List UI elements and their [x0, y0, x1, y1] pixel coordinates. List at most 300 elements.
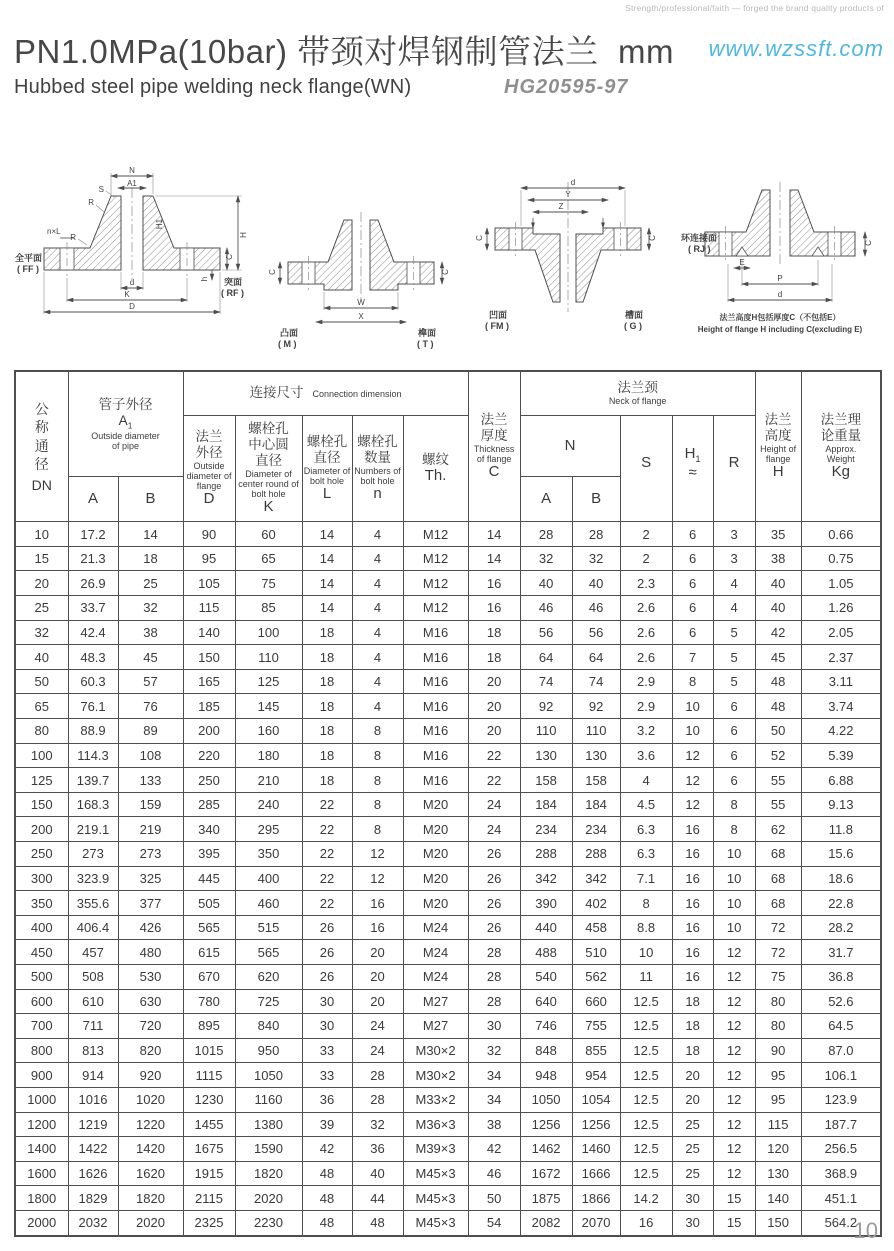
- table-cell: 1455: [183, 1112, 235, 1137]
- table-cell: 105: [183, 571, 235, 596]
- table-cell: 234: [520, 817, 572, 842]
- table-cell: 4: [713, 596, 755, 621]
- table-cell: 8: [713, 792, 755, 817]
- table-cell: 950: [235, 1038, 302, 1063]
- table-cell: 24: [468, 792, 520, 817]
- table-cell: 3.74: [801, 694, 881, 719]
- table-cell: 488: [520, 940, 572, 965]
- table-cell: M16: [403, 694, 468, 719]
- table-cell: 6: [672, 571, 713, 596]
- table-cell: 4: [352, 620, 403, 645]
- table-cell: 256.5: [801, 1137, 881, 1162]
- table-cell: 16: [672, 842, 713, 867]
- table-row: [15, 571, 881, 596]
- table-cell: 16: [468, 596, 520, 621]
- table-cell: 150: [15, 792, 68, 817]
- table-cell: 48: [755, 669, 801, 694]
- table-cell: 16: [672, 817, 713, 842]
- table-cell: 12.5: [620, 1063, 672, 1088]
- page-number: 10: [853, 1218, 878, 1243]
- dim-label-N: N: [129, 166, 135, 175]
- table-cell: 1400: [15, 1137, 68, 1162]
- table-cell: M12: [403, 522, 468, 547]
- table-cell: 62: [755, 817, 801, 842]
- dim-label-C-left: C: [475, 235, 484, 241]
- table-cell: 813: [68, 1038, 118, 1063]
- table-cell: 28: [352, 1087, 403, 1112]
- table-cell: 508: [68, 964, 118, 989]
- table-cell: 12: [713, 1161, 755, 1186]
- table-cell: 40: [572, 571, 620, 596]
- dim-label-nxL: n×L: [47, 227, 61, 236]
- table-cell: 14: [302, 571, 352, 596]
- table-cell: 30: [468, 1014, 520, 1039]
- page-title: PN1.0MPa(10bar) 带颈对焊钢制管法兰 mm: [14, 33, 674, 70]
- table-cell: 600: [15, 989, 68, 1014]
- table-cell: 2.6: [620, 596, 672, 621]
- table-cell: 22: [302, 842, 352, 867]
- table-cell: 72: [755, 940, 801, 965]
- col-header-height: 法兰高度 Height of flange H: [755, 371, 801, 522]
- table-cell: 74: [520, 669, 572, 694]
- face-label-ff-code: ( FF ): [17, 264, 39, 274]
- table-cell: 20: [468, 719, 520, 744]
- table-cell: 26: [468, 866, 520, 891]
- col-header-thread: 螺纹 Th.: [403, 415, 468, 522]
- table-cell: 12: [713, 1038, 755, 1063]
- table-cell: 158: [572, 768, 620, 793]
- table-cell: 480: [118, 940, 183, 965]
- table-cell: 12.5: [620, 1137, 672, 1162]
- table-cell: 16: [468, 571, 520, 596]
- table-cell: 22: [302, 891, 352, 916]
- col-header-R: R: [713, 415, 755, 522]
- table-cell: 562: [572, 964, 620, 989]
- table-cell: 2.6: [620, 620, 672, 645]
- table-cell: 25: [118, 571, 183, 596]
- table-cell: 4: [713, 571, 755, 596]
- table-cell: 5: [713, 645, 755, 670]
- table-cell: 250: [15, 842, 68, 867]
- table-cell: 184: [572, 792, 620, 817]
- spec-table: [14, 370, 882, 1237]
- table-cell: 640: [520, 989, 572, 1014]
- table-cell: 4: [352, 669, 403, 694]
- table-cell: 18: [302, 768, 352, 793]
- table-cell: 55: [755, 792, 801, 817]
- table-cell: 40: [755, 596, 801, 621]
- face-label-m-code: ( M ): [278, 339, 297, 349]
- table-row: [15, 1210, 881, 1235]
- table-cell: 2032: [68, 1210, 118, 1235]
- table-cell: 20: [352, 964, 403, 989]
- table-cell: 17.2: [68, 522, 118, 547]
- table-cell: 457: [68, 940, 118, 965]
- table-cell: 150: [183, 645, 235, 670]
- col-header-weight: 法兰理论重量 Approx. Weight Kg: [801, 371, 881, 522]
- table-cell: 12: [713, 1112, 755, 1137]
- table-cell: 12.5: [620, 1038, 672, 1063]
- table-row: [15, 915, 881, 940]
- table-cell: 820: [118, 1038, 183, 1063]
- table-cell: 18: [118, 546, 183, 571]
- table-cell: 7: [672, 645, 713, 670]
- table-cell: 1.05: [801, 571, 881, 596]
- table-cell: 8: [352, 743, 403, 768]
- table-cell: 125: [15, 768, 68, 793]
- table-cell: 954: [572, 1063, 620, 1088]
- table-cell: M20: [403, 842, 468, 867]
- table-cell: M20: [403, 891, 468, 916]
- table-cell: 42: [302, 1137, 352, 1162]
- table-cell: 3.2: [620, 719, 672, 744]
- table-cell: 12: [713, 989, 755, 1014]
- table-cell: 12: [713, 1014, 755, 1039]
- table-cell: M12: [403, 596, 468, 621]
- table-cell: 64: [520, 645, 572, 670]
- table-cell: 402: [572, 891, 620, 916]
- table-cell: 26: [468, 915, 520, 940]
- table-cell: 150: [755, 1210, 801, 1235]
- table-cell: 219: [118, 817, 183, 842]
- table-cell: 2020: [118, 1210, 183, 1235]
- table-cell: 34: [468, 1063, 520, 1088]
- table-row: [15, 891, 881, 916]
- table-cell: 12: [352, 866, 403, 891]
- table-row: [15, 1014, 881, 1039]
- face-label-fm-cn: 凹面: [489, 310, 508, 320]
- table-cell: 6: [713, 694, 755, 719]
- table-cell: M45×3: [403, 1161, 468, 1186]
- table-cell: 20: [672, 1063, 713, 1088]
- table-cell: 12: [352, 842, 403, 867]
- table-cell: 4.5: [620, 792, 672, 817]
- table-header: [15, 371, 881, 522]
- table-cell: 18: [468, 645, 520, 670]
- dim-label-R2: R: [70, 233, 76, 242]
- table-cell: 11: [620, 964, 672, 989]
- table-cell: 18: [672, 1014, 713, 1039]
- group-header-neck: 法兰颈 Neck of flange: [520, 371, 755, 415]
- table-cell: 22: [302, 817, 352, 842]
- table-cell: 48: [352, 1210, 403, 1235]
- table-cell: 530: [118, 964, 183, 989]
- table-cell: 14: [302, 596, 352, 621]
- table-cell: M12: [403, 571, 468, 596]
- table-cell: 75: [755, 964, 801, 989]
- table-cell: 35: [755, 522, 801, 547]
- table-cell: 28: [468, 940, 520, 965]
- col-header-B: B: [118, 476, 183, 521]
- table-row: [15, 669, 881, 694]
- table-cell: 32: [352, 1112, 403, 1137]
- table-cell: 12: [672, 743, 713, 768]
- table-cell: 8: [672, 669, 713, 694]
- table-cell: 8.8: [620, 915, 672, 940]
- table-cell: 406.4: [68, 915, 118, 940]
- dim-label-d: d: [129, 278, 135, 287]
- diagram-ff-rf: [14, 164, 249, 324]
- table-cell: 14.2: [620, 1186, 672, 1211]
- table-cell: 38: [118, 620, 183, 645]
- table-cell: 377: [118, 891, 183, 916]
- table-cell: 145: [235, 694, 302, 719]
- table-row: [15, 768, 881, 793]
- table-cell: 4: [620, 768, 672, 793]
- dim-label-C: C: [225, 254, 234, 260]
- table-cell: 12: [713, 940, 755, 965]
- table-cell: 700: [15, 1014, 68, 1039]
- table-cell: 26: [468, 891, 520, 916]
- table-cell: 28: [468, 989, 520, 1014]
- table-cell: 1115: [183, 1063, 235, 1088]
- table-cell: 32: [520, 546, 572, 571]
- table-cell: 16: [672, 940, 713, 965]
- table-cell: 106.1: [801, 1063, 881, 1088]
- table-cell: M20: [403, 866, 468, 891]
- table-cell: 12: [713, 1137, 755, 1162]
- table-cell: 14: [302, 522, 352, 547]
- table-cell: 2.9: [620, 669, 672, 694]
- table-cell: 12.5: [620, 1087, 672, 1112]
- table-cell: 1256: [572, 1112, 620, 1137]
- table-cell: 26.9: [68, 571, 118, 596]
- table-cell: 22: [302, 792, 352, 817]
- table-cell: 125: [235, 669, 302, 694]
- table-cell: 25: [672, 1137, 713, 1162]
- table-cell: 210: [235, 768, 302, 793]
- table-cell: M16: [403, 669, 468, 694]
- table-cell: 184: [520, 792, 572, 817]
- table-cell: 14: [468, 546, 520, 571]
- dim-label-d: d: [777, 290, 783, 299]
- table-cell: M20: [403, 817, 468, 842]
- table-cell: 88.9: [68, 719, 118, 744]
- table-cell: 900: [15, 1063, 68, 1088]
- table-cell: 1672: [520, 1161, 572, 1186]
- table-row: [15, 596, 881, 621]
- table-cell: 1020: [118, 1087, 183, 1112]
- table-cell: 64.5: [801, 1014, 881, 1039]
- col-header-n: 螺栓孔数量 Numbers of bolt hole n: [352, 415, 403, 522]
- table-cell: 33: [302, 1063, 352, 1088]
- diagram-note-cn: 法兰高度H包括厚度C（不包括E）: [719, 313, 841, 322]
- dim-label-Y: Y: [565, 190, 571, 199]
- dim-label-E: E: [739, 258, 745, 267]
- table-cell: 1600: [15, 1161, 68, 1186]
- table-cell: 130: [572, 743, 620, 768]
- table-cell: 12: [672, 792, 713, 817]
- col-header-thickness: 法兰厚度 Thickness of flange C: [468, 371, 520, 522]
- col-header-dn-code: DN: [31, 477, 52, 494]
- brand-tagline: Strength/professional/faith — forged the brand quality products of: [625, 3, 884, 13]
- table-row: [15, 719, 881, 744]
- table-cell: 110: [572, 719, 620, 744]
- table-cell: 55: [755, 768, 801, 793]
- table-cell: 390: [520, 891, 572, 916]
- table-row: [15, 522, 881, 547]
- table-cell: 1800: [15, 1186, 68, 1211]
- face-label-rj-cn: 环连接面: [681, 233, 718, 243]
- table-cell: 30: [672, 1210, 713, 1235]
- table-cell: 130: [520, 743, 572, 768]
- face-label-t-code: ( T ): [417, 339, 434, 349]
- table-cell: 18: [302, 719, 352, 744]
- table-cell: 1875: [520, 1186, 572, 1211]
- group-header-pipe-od: 管子外径 $A_1$ Outside diameter of pipe: [68, 371, 183, 476]
- dim-label-C-left: C: [268, 269, 277, 275]
- table-cell: 50: [15, 669, 68, 694]
- table-cell: 2: [620, 546, 672, 571]
- table-cell: 14: [302, 546, 352, 571]
- table-cell: 32: [468, 1038, 520, 1063]
- table-cell: 755: [572, 1014, 620, 1039]
- table-cell: 323.9: [68, 866, 118, 891]
- table-cell: 746: [520, 1014, 572, 1039]
- table-cell: 46: [468, 1161, 520, 1186]
- table-cell: 5.39: [801, 743, 881, 768]
- dim-label-C-right: C: [441, 269, 450, 275]
- table-cell: 42.4: [68, 620, 118, 645]
- col-header-A: A: [68, 476, 118, 521]
- table-cell: 8: [620, 891, 672, 916]
- table-cell: 288: [520, 842, 572, 867]
- table-cell: 4: [352, 596, 403, 621]
- table-cell: M27: [403, 989, 468, 1014]
- table-cell: 40: [15, 645, 68, 670]
- table-cell: 295: [235, 817, 302, 842]
- table-cell: 12: [713, 964, 755, 989]
- table-cell: M36×3: [403, 1112, 468, 1137]
- table-cell: 342: [572, 866, 620, 891]
- table-cell: 60: [235, 522, 302, 547]
- table-cell: M24: [403, 915, 468, 940]
- table-cell: 500: [15, 964, 68, 989]
- table-cell: 4.22: [801, 719, 881, 744]
- standard-number: HG20595-97: [504, 76, 629, 98]
- table-cell: M30×2: [403, 1038, 468, 1063]
- table-cell: 8: [352, 719, 403, 744]
- table-cell: 25: [15, 596, 68, 621]
- face-label-fm-code: ( FM ): [485, 321, 509, 331]
- table-cell: 40: [755, 571, 801, 596]
- diagram-rj: [680, 168, 880, 338]
- table-cell: 108: [118, 743, 183, 768]
- table-row: [15, 620, 881, 645]
- table-cell: 2082: [520, 1210, 572, 1235]
- table-cell: 4: [352, 694, 403, 719]
- table-cell: 4: [352, 645, 403, 670]
- table-cell: 4: [352, 546, 403, 571]
- table-cell: 16: [352, 915, 403, 940]
- table-cell: 458: [572, 915, 620, 940]
- table-cell: 725: [235, 989, 302, 1014]
- table-row: [15, 989, 881, 1014]
- table-cell: 80: [15, 719, 68, 744]
- table-cell: 95: [755, 1063, 801, 1088]
- table-cell: 2: [620, 522, 672, 547]
- table-row: [15, 1087, 881, 1112]
- table-cell: 895: [183, 1014, 235, 1039]
- table-cell: 10: [713, 866, 755, 891]
- table-cell: 50: [468, 1186, 520, 1211]
- table-cell: 8: [713, 817, 755, 842]
- table-cell: 65: [15, 694, 68, 719]
- table-cell: 1.26: [801, 596, 881, 621]
- table-cell: M45×3: [403, 1210, 468, 1235]
- face-label-rf-cn: 突面: [224, 277, 243, 287]
- table-cell: 505: [183, 891, 235, 916]
- dim-label-A1: A1: [127, 179, 137, 188]
- table-cell: 48: [302, 1186, 352, 1211]
- table-cell: 76.1: [68, 694, 118, 719]
- table-cell: 914: [68, 1063, 118, 1088]
- table-cell: 2.37: [801, 645, 881, 670]
- table-cell: 368.9: [801, 1161, 881, 1186]
- table-cell: 10: [15, 522, 68, 547]
- table-cell: 44: [352, 1186, 403, 1211]
- table-cell: 12.5: [620, 1161, 672, 1186]
- table-cell: 2.6: [620, 645, 672, 670]
- table-cell: 3.6: [620, 743, 672, 768]
- table-cell: 2325: [183, 1210, 235, 1235]
- dim-label-D: D: [129, 302, 135, 311]
- table-cell: 16: [672, 866, 713, 891]
- table-cell: 18.6: [801, 866, 881, 891]
- table-cell: 1866: [572, 1186, 620, 1211]
- table-cell: 12: [672, 768, 713, 793]
- table-cell: 2.3: [620, 571, 672, 596]
- table-cell: 12: [713, 1063, 755, 1088]
- table-row: [15, 1161, 881, 1186]
- table-cell: 1200: [15, 1112, 68, 1137]
- table-cell: 342: [520, 866, 572, 891]
- table-cell: 45: [755, 645, 801, 670]
- table-cell: 68: [755, 891, 801, 916]
- diagram-fm-g: [473, 178, 663, 333]
- table-cell: 610: [68, 989, 118, 1014]
- table-cell: 18: [302, 620, 352, 645]
- table-cell: 20: [672, 1087, 713, 1112]
- table-cell: 24: [468, 817, 520, 842]
- table-row: [15, 1137, 881, 1162]
- table-row: [15, 645, 881, 670]
- table-row: [15, 743, 881, 768]
- table-row: [15, 1112, 881, 1137]
- table-cell: 848: [520, 1038, 572, 1063]
- table-cell: 1675: [183, 1137, 235, 1162]
- table-row: [15, 792, 881, 817]
- table-cell: 1820: [118, 1186, 183, 1211]
- table-cell: 15: [713, 1186, 755, 1211]
- table-cell: 1626: [68, 1161, 118, 1186]
- diagram-note-en: Height of flange H including C(excluding E): [697, 325, 863, 334]
- table-cell: 355.6: [68, 891, 118, 916]
- table-cell: 133: [118, 768, 183, 793]
- table-cell: 168.3: [68, 792, 118, 817]
- table-cell: 10: [713, 915, 755, 940]
- table-cell: 32: [118, 596, 183, 621]
- table-cell: 630: [118, 989, 183, 1014]
- table-cell: 100: [15, 743, 68, 768]
- table-cell: 565: [183, 915, 235, 940]
- table-cell: 1460: [572, 1137, 620, 1162]
- table-cell: 140: [755, 1186, 801, 1211]
- table-cell: M20: [403, 792, 468, 817]
- table-cell: 34: [468, 1087, 520, 1112]
- table-cell: 60.3: [68, 669, 118, 694]
- table-cell: 52: [755, 743, 801, 768]
